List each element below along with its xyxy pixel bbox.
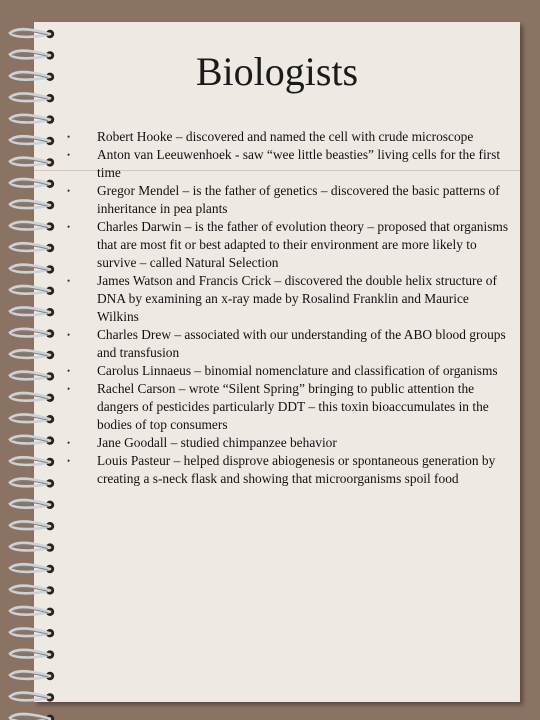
spiral-wire xyxy=(10,457,50,465)
spiral-ring xyxy=(10,693,54,702)
list-item xyxy=(62,326,510,362)
spiral-ring xyxy=(10,436,54,445)
spiral-ring xyxy=(10,372,54,381)
spiral-wire xyxy=(10,393,50,401)
spiral-wire xyxy=(10,115,50,123)
spiral-ring xyxy=(10,564,54,573)
spiral-ring xyxy=(10,179,54,188)
spiral-ring xyxy=(10,607,54,616)
spiral-ring xyxy=(10,414,54,423)
spiral-ring xyxy=(10,136,54,145)
spiral-ring xyxy=(10,714,54,720)
spiral-wire xyxy=(10,136,50,144)
spiral-wire xyxy=(10,586,50,594)
page-title: Biologists xyxy=(195,49,359,94)
list-item xyxy=(62,182,510,218)
spiral-wire xyxy=(10,265,50,273)
spiral-ring xyxy=(10,222,54,231)
spiral-wire xyxy=(10,243,50,251)
bullet-icon: • xyxy=(67,366,71,376)
bullet-icon: • xyxy=(67,132,71,142)
bullet-icon: • xyxy=(67,438,71,448)
list-item xyxy=(62,380,510,434)
spiral-ring xyxy=(10,329,54,338)
spiral-ring xyxy=(10,350,54,359)
list-item-text: Anton van Leeuwenhoek - saw “wee little beasties” living cells for the first time xyxy=(97,147,501,180)
spiral-wire xyxy=(10,607,50,615)
list-item-text: Rachel Carson – wrote “Silent Spring” bringing to public attention the dangers of pesticides particularly DDT – this toxin bioaccumulates in the bodies of top consumers xyxy=(97,381,489,432)
list-item-text: Robert Hooke – discovered and named the cell with crude microscope xyxy=(97,129,474,144)
spiral-ring xyxy=(10,243,54,252)
spiral-wire xyxy=(10,500,50,508)
spiral-wire xyxy=(10,222,50,230)
spiral-wire xyxy=(10,414,50,422)
spiral-ring xyxy=(10,286,54,295)
spiral-ring xyxy=(10,671,54,680)
list-item-text: James Watson and Francis Crick – discovered the double helix structure of DNA by examining an x-ray made by Rosalind Franklin and Maurice Wilkins xyxy=(97,273,497,324)
spiral-wire xyxy=(10,350,50,358)
spiral-ring xyxy=(10,307,54,316)
list-item-text: Gregor Mendel – is the father of genetics – discovered the basic patterns of inheritance in pea plants xyxy=(97,183,500,216)
spiral-ring xyxy=(10,628,54,637)
list-item xyxy=(62,272,510,326)
spiral-wire xyxy=(10,693,50,701)
spiral-wire xyxy=(10,200,50,208)
spiral-wire xyxy=(10,329,50,337)
list-item-text: Louis Pasteur – helped disprove abiogenesis or spontaneous generation by creating a s-neck flask and showing that microorganisms spoil food xyxy=(97,453,496,486)
spiral-ring xyxy=(10,393,54,402)
list-item-text: Charles Drew – associated with our understanding of the ABO blood groups and transfusion xyxy=(97,327,506,360)
spiral-wire xyxy=(10,372,50,380)
spiral-ring xyxy=(10,650,54,659)
spiral-wire xyxy=(10,158,50,166)
list-item xyxy=(62,146,510,182)
spiral-wire xyxy=(10,436,50,444)
spiral-wire xyxy=(10,29,50,37)
spiral-wire xyxy=(10,628,50,636)
list-item xyxy=(62,218,510,272)
spiral-wire xyxy=(10,479,50,487)
spiral-wire xyxy=(10,286,50,294)
spiral-ring xyxy=(10,479,54,488)
spiral-ring xyxy=(10,200,54,209)
bullet-icon: • xyxy=(67,186,71,196)
spiral-ring xyxy=(10,457,54,466)
spiral-ring xyxy=(10,265,54,274)
list-item xyxy=(62,362,510,380)
list-item xyxy=(62,434,510,452)
bullet-icon: • xyxy=(67,330,71,340)
list-item-text: Carolus Linnaeus – binomial nomenclature and classification of organisms xyxy=(97,363,498,378)
spiral-ring xyxy=(10,29,54,38)
spiral-ring xyxy=(10,158,54,167)
bullet-icon: • xyxy=(67,150,71,160)
spiral-ring xyxy=(10,500,54,509)
spiral-ring xyxy=(10,586,54,595)
spiral-binding-icon xyxy=(4,0,60,720)
spiral-ring xyxy=(10,543,54,552)
bullet-icon: • xyxy=(67,222,71,232)
spiral-wire xyxy=(10,521,50,529)
biologist-list xyxy=(62,128,510,488)
spiral-wire xyxy=(10,179,50,187)
list-item xyxy=(62,128,510,146)
list-item-text: Charles Darwin – is the father of evolution theory – proposed that organisms that are most fit or best adapted to their environment are more likely to survive – called Natural Selection xyxy=(97,219,509,270)
spiral-ring xyxy=(10,115,54,124)
bullet-icon: • xyxy=(67,384,71,394)
list-item xyxy=(62,452,510,488)
spiral-wire xyxy=(10,307,50,315)
spiral-wire xyxy=(10,543,50,551)
spiral-wire xyxy=(10,564,50,572)
spiral-ring xyxy=(10,521,54,530)
spiral-wire xyxy=(10,650,50,658)
list-item-text: Jane Goodall – studied chimpanzee behavior xyxy=(97,435,337,450)
bullet-icon: • xyxy=(67,456,71,466)
spiral-wire xyxy=(10,671,50,679)
bullet-icon: • xyxy=(67,276,71,286)
